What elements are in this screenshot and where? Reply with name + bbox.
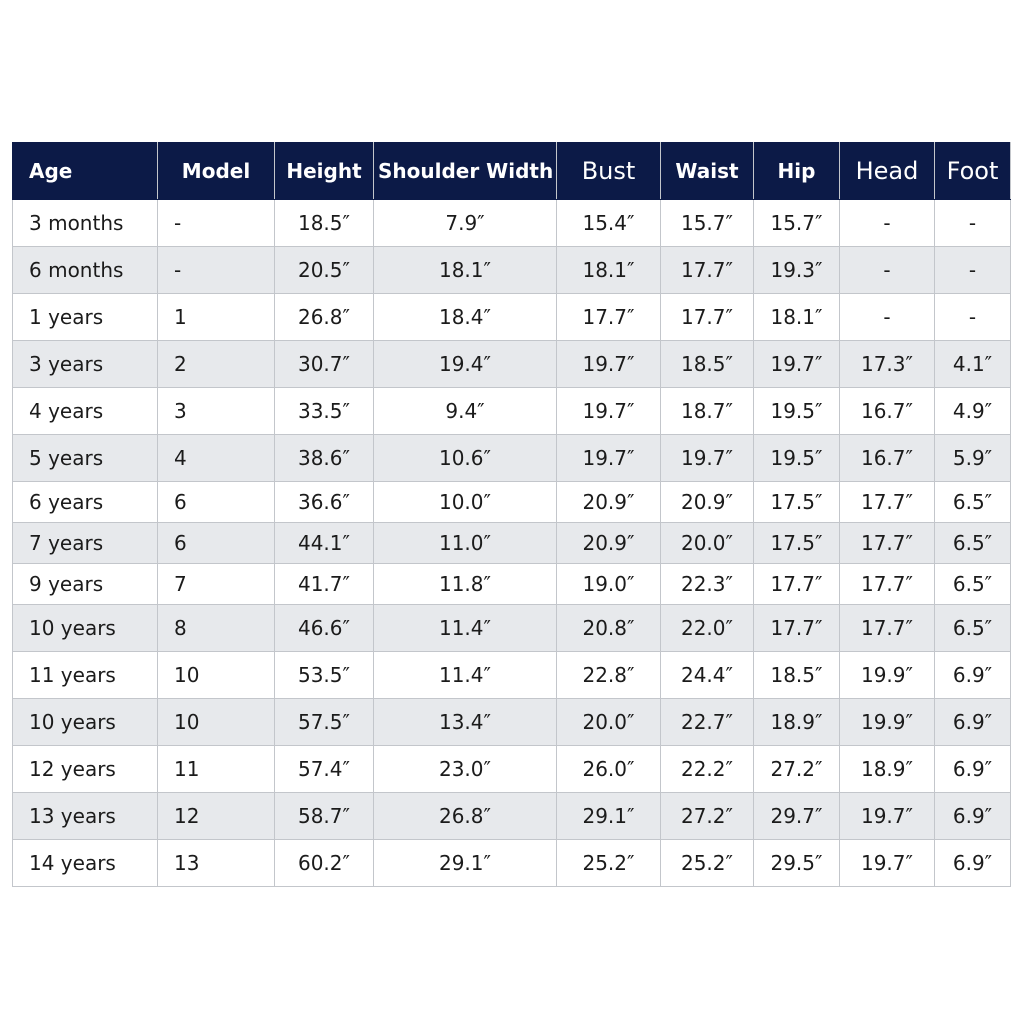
cell-height: 41.7″ [275,564,374,605]
cell-height: 44.1″ [275,523,374,564]
cell-head: 17.7″ [840,482,935,523]
cell-model: 6 [158,482,275,523]
cell-age: 10 years [13,605,158,652]
cell-height: 36.6″ [275,482,374,523]
cell-shoulder-width: 19.4″ [374,341,557,388]
cell-waist: 22.7″ [661,699,754,746]
cell-foot: 6.9″ [935,652,1011,699]
cell-waist: 20.0″ [661,523,754,564]
cell-age: 1 years [13,294,158,341]
cell-shoulder-width: 11.4″ [374,652,557,699]
cell-height: 58.7″ [275,793,374,840]
cell-waist: 22.2″ [661,746,754,793]
cell-bust: 19.7″ [557,388,661,435]
table-row [13,746,1011,793]
cell-foot: 6.9″ [935,840,1011,887]
cell-model: 4 [158,435,275,482]
cell-bust: 20.8″ [557,605,661,652]
cell-age: 6 months [13,247,158,294]
cell-hip: 17.5″ [754,482,840,523]
header-row [13,143,1011,200]
cell-foot: 6.9″ [935,699,1011,746]
cell-head: - [840,200,935,247]
cell-foot: 6.5″ [935,482,1011,523]
cell-foot: 6.9″ [935,746,1011,793]
cell-head: - [840,247,935,294]
cell-model: 13 [158,840,275,887]
cell-hip: 17.7″ [754,605,840,652]
cell-foot: 6.5″ [935,564,1011,605]
column-header-age: Age [13,143,158,200]
table-row [13,652,1011,699]
cell-bust: 20.9″ [557,523,661,564]
cell-hip: 29.7″ [754,793,840,840]
cell-hip: 19.7″ [754,341,840,388]
cell-waist: 27.2″ [661,793,754,840]
table-row [13,435,1011,482]
cell-hip: 18.9″ [754,699,840,746]
cell-foot: 5.9″ [935,435,1011,482]
cell-model: 8 [158,605,275,652]
cell-model: 6 [158,523,275,564]
cell-foot: 4.9″ [935,388,1011,435]
cell-foot: 6.5″ [935,523,1011,564]
cell-age: 4 years [13,388,158,435]
cell-age: 3 years [13,341,158,388]
cell-shoulder-width: 23.0″ [374,746,557,793]
cell-waist: 24.4″ [661,652,754,699]
cell-hip: 18.5″ [754,652,840,699]
table-row [13,294,1011,341]
cell-model: 7 [158,564,275,605]
column-header-height: Height [275,143,374,200]
cell-bust: 19.0″ [557,564,661,605]
cell-age: 13 years [13,793,158,840]
cell-shoulder-width: 11.8″ [374,564,557,605]
cell-shoulder-width: 10.6″ [374,435,557,482]
table-row [13,605,1011,652]
cell-hip: 19.5″ [754,435,840,482]
cell-head: 19.9″ [840,699,935,746]
cell-height: 46.6″ [275,605,374,652]
cell-bust: 22.8″ [557,652,661,699]
cell-shoulder-width: 11.4″ [374,605,557,652]
cell-height: 57.5″ [275,699,374,746]
cell-model: - [158,247,275,294]
cell-model: 10 [158,652,275,699]
cell-shoulder-width: 7.9″ [374,200,557,247]
cell-head: - [840,294,935,341]
table-row [13,247,1011,294]
cell-shoulder-width: 26.8″ [374,793,557,840]
cell-age: 7 years [13,523,158,564]
cell-age: 12 years [13,746,158,793]
cell-shoulder-width: 11.0″ [374,523,557,564]
table-row [13,388,1011,435]
column-header-bust: Bust [557,143,661,200]
cell-foot: 6.5″ [935,605,1011,652]
cell-hip: 17.7″ [754,564,840,605]
cell-head: 19.7″ [840,793,935,840]
cell-head: 16.7″ [840,435,935,482]
table-body [13,200,1011,887]
cell-model: 11 [158,746,275,793]
cell-head: 17.7″ [840,523,935,564]
cell-waist: 22.3″ [661,564,754,605]
cell-foot: - [935,200,1011,247]
cell-hip: 15.7″ [754,200,840,247]
column-header-head: Head [840,143,935,200]
cell-head: 19.7″ [840,840,935,887]
cell-bust: 19.7″ [557,435,661,482]
table-row [13,793,1011,840]
cell-height: 30.7″ [275,341,374,388]
cell-height: 26.8″ [275,294,374,341]
cell-age: 9 years [13,564,158,605]
cell-waist: 17.7″ [661,247,754,294]
cell-foot: 4.1″ [935,341,1011,388]
cell-head: 17.7″ [840,605,935,652]
table-row [13,699,1011,746]
cell-waist: 15.7″ [661,200,754,247]
size-chart-table [12,142,1011,887]
cell-model: 2 [158,341,275,388]
cell-height: 57.4″ [275,746,374,793]
table-row [13,523,1011,564]
cell-model: 1 [158,294,275,341]
cell-hip: 18.1″ [754,294,840,341]
cell-bust: 19.7″ [557,341,661,388]
table-row [13,200,1011,247]
cell-age: 14 years [13,840,158,887]
cell-head: 16.7″ [840,388,935,435]
cell-hip: 17.5″ [754,523,840,564]
table-row [13,564,1011,605]
cell-hip: 19.5″ [754,388,840,435]
cell-waist: 19.7″ [661,435,754,482]
cell-bust: 15.4″ [557,200,661,247]
cell-foot: - [935,247,1011,294]
cell-age: 10 years [13,699,158,746]
cell-waist: 20.9″ [661,482,754,523]
cell-shoulder-width: 18.1″ [374,247,557,294]
cell-waist: 17.7″ [661,294,754,341]
cell-height: 33.5″ [275,388,374,435]
cell-shoulder-width: 9.4″ [374,388,557,435]
cell-waist: 18.7″ [661,388,754,435]
column-header-model: Model [158,143,275,200]
cell-height: 18.5″ [275,200,374,247]
cell-waist: 22.0″ [661,605,754,652]
table-row [13,840,1011,887]
cell-head: 18.9″ [840,746,935,793]
cell-shoulder-width: 10.0″ [374,482,557,523]
cell-bust: 29.1″ [557,793,661,840]
cell-age: 6 years [13,482,158,523]
cell-hip: 29.5″ [754,840,840,887]
cell-hip: 27.2″ [754,746,840,793]
cell-bust: 20.9″ [557,482,661,523]
cell-foot: - [935,294,1011,341]
column-header-hip: Hip [754,143,840,200]
cell-model: 3 [158,388,275,435]
cell-height: 60.2″ [275,840,374,887]
cell-height: 20.5″ [275,247,374,294]
cell-height: 38.6″ [275,435,374,482]
cell-shoulder-width: 13.4″ [374,699,557,746]
cell-waist: 18.5″ [661,341,754,388]
cell-model: 12 [158,793,275,840]
cell-model: - [158,200,275,247]
column-header-shoulder-width: Shoulder Width [374,143,557,200]
cell-bust: 17.7″ [557,294,661,341]
cell-bust: 25.2″ [557,840,661,887]
cell-bust: 26.0″ [557,746,661,793]
cell-foot: 6.9″ [935,793,1011,840]
cell-bust: 20.0″ [557,699,661,746]
table-row [13,341,1011,388]
cell-shoulder-width: 29.1″ [374,840,557,887]
cell-head: 17.7″ [840,564,935,605]
cell-head: 17.3″ [840,341,935,388]
cell-bust: 18.1″ [557,247,661,294]
cell-waist: 25.2″ [661,840,754,887]
cell-height: 53.5″ [275,652,374,699]
column-header-waist: Waist [661,143,754,200]
column-header-foot: Foot [935,143,1011,200]
cell-head: 19.9″ [840,652,935,699]
cell-age: 11 years [13,652,158,699]
cell-hip: 19.3″ [754,247,840,294]
cell-shoulder-width: 18.4″ [374,294,557,341]
table-row [13,482,1011,523]
cell-model: 10 [158,699,275,746]
cell-age: 5 years [13,435,158,482]
cell-age: 3 months [13,200,158,247]
